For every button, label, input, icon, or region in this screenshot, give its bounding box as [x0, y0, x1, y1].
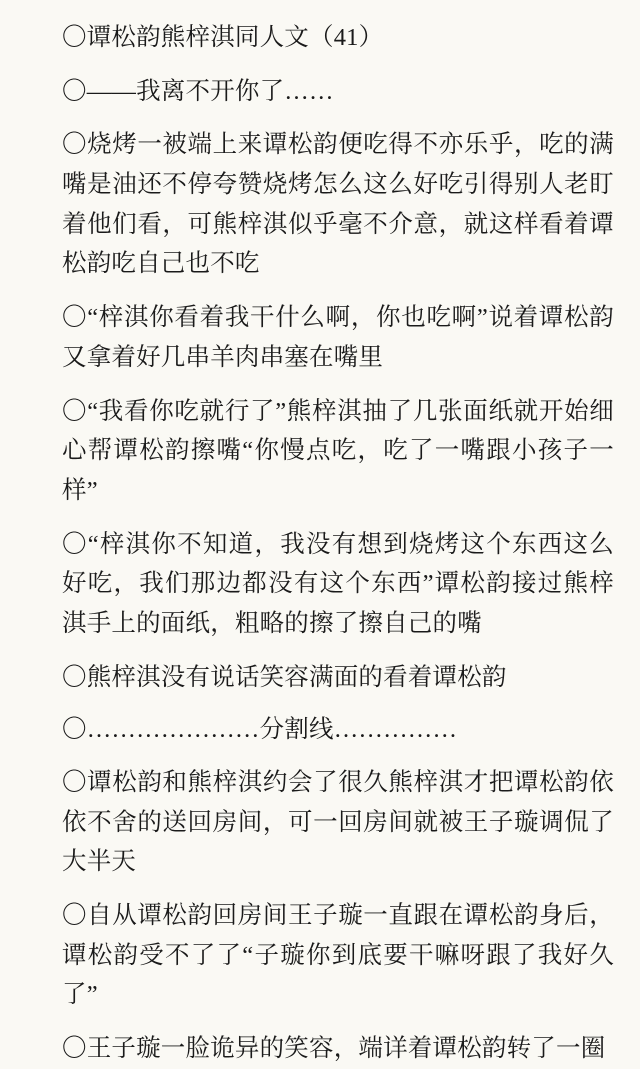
paragraph: 〇“梓淇你不知道，我没有想到烧烤这个东西这么好吃，我们那边都没有这个东西”谭松韵接过熊梓淇手上的面纸，粗略的擦了擦自己的嘴 [62, 530, 614, 637]
paragraph: 〇“梓淇你看着我干什么啊，你也吃啊”说着谭松韵又拿着好几串羊肉串塞在嘴里 [62, 304, 614, 371]
paragraph: 〇谭松韵和熊梓淇约会了很久熊梓淇才把谭松韵依依不舍的送回房间，可一回房间就被王子璇调侃了大半天 [62, 769, 614, 876]
paragraph: 〇“我看你吃就行了”熊梓淇抽了几张面纸就开始细心帮谭松韵擦嘴“你慢点吃，吃了一嘴跟小孩子一样” [62, 397, 614, 504]
paragraph: 〇烧烤一被端上来谭松韵便吃得不亦乐乎，吃的满嘴是油还不停夸赞烧烤怎么这么好吃引得别人老盯着他们看，可熊梓淇似乎毫不介意，就这样看着谭松韵吃自己也不吃 [62, 131, 614, 278]
paragraph-divider: 〇…………………分割线…………… [62, 716, 458, 744]
paragraph: 〇——我离不开你了…… [62, 77, 334, 105]
paragraph: 〇谭松韵熊梓淇同人文（41） [62, 24, 384, 51]
paragraph: 〇熊梓淇没有说话笑容满面的看着谭松韵 [62, 663, 507, 691]
paragraph: 〇王子璇一脸诡异的笑容，端详着谭松韵转了一圈 [62, 1035, 606, 1063]
paragraph: 〇自从谭松韵回房间王子璇一直跟在谭松韵身后，谭松韵受不了了“子璇你到底要干嘛呀跟了我好久了” [62, 902, 614, 1009]
